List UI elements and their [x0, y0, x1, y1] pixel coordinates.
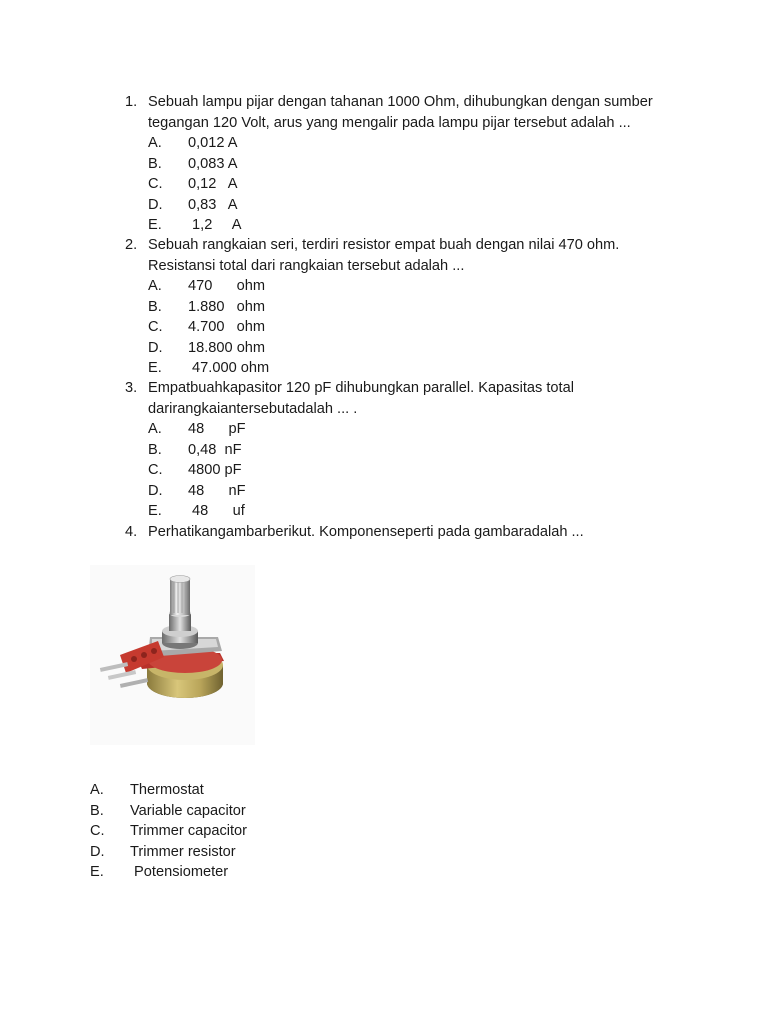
option-text: 470 ohm — [188, 278, 266, 294]
option-letter: A. — [148, 421, 162, 437]
question-4 — [125, 522, 685, 543]
option-d — [148, 481, 685, 502]
option-c — [148, 460, 685, 481]
option-letter: D. — [148, 482, 163, 499]
option-a — [90, 780, 247, 801]
option-a — [148, 276, 685, 297]
option-b — [90, 801, 247, 822]
question-text: Sebuah rangkaian seri, terdiri resistor empat buah dengan nilai 470 ohm. Resistansi total dari rangkaian tersebut adalah ... — [148, 237, 624, 274]
option-letter: D. — [90, 843, 105, 860]
option-text: Thermostat — [130, 782, 204, 798]
potentiometer-image — [90, 565, 255, 745]
option-letter: E. — [148, 503, 162, 519]
option-list — [148, 276, 685, 379]
option-text: 48 pF — [188, 421, 246, 437]
option-b — [148, 440, 685, 461]
option-text: 1.880 ohm — [188, 298, 266, 315]
option-c — [90, 821, 247, 842]
option-b — [148, 297, 685, 318]
option-text: Trimmer capacitor — [130, 823, 248, 839]
question-3 — [125, 378, 685, 522]
question-text: Sebuah lampu pijar dengan tahanan 1000 Ohm, dihubungkan dengan sumber tegangan 120 Volt, arus yang mengalir pada lampu pijar tersebut adalah ... — [148, 94, 657, 131]
question-1 — [125, 92, 685, 236]
option-letter: E. — [148, 217, 162, 233]
option-text: 0,12 A — [188, 176, 238, 192]
option-text: Potensiometer — [130, 864, 229, 880]
option-letter: E. — [148, 360, 162, 376]
option-d — [148, 195, 685, 216]
option-a — [148, 419, 685, 440]
option-c — [148, 174, 685, 195]
option-letter: C. — [148, 319, 163, 335]
option-e — [148, 358, 685, 379]
option-text: 0,083 A — [188, 155, 238, 172]
question-2 — [125, 235, 685, 379]
option-letter: D. — [148, 196, 163, 213]
option-c — [148, 317, 685, 338]
option-text: Variable capacitor — [130, 802, 246, 819]
option-letter: E. — [90, 864, 104, 880]
option-e — [148, 215, 685, 236]
question-number: 4. — [125, 524, 138, 540]
option-d — [148, 338, 685, 359]
question-4-option-list — [90, 780, 247, 883]
option-letter: A. — [90, 782, 104, 798]
option-text: 48 nF — [188, 482, 246, 499]
question-text: Perhatikangambarberikut. Komponenseperti pada gambaradalah ... — [148, 524, 584, 540]
option-letter: B. — [148, 298, 162, 315]
question-text: Empatbuahkapasitor 120 pF dihubungkan parallel. Kapasitas total darirangkaiantersebutadalah ... . — [148, 380, 578, 417]
option-letter: B. — [148, 155, 162, 172]
option-list — [148, 133, 685, 236]
option-e — [90, 862, 247, 883]
option-text: 0,012 A — [188, 135, 238, 151]
question-number: 2. — [125, 237, 138, 253]
option-d — [90, 842, 247, 863]
option-e — [148, 501, 685, 522]
option-list — [148, 419, 685, 522]
option-text: 47.000 ohm — [188, 360, 270, 376]
option-letter: B. — [90, 802, 104, 819]
option-text: 4800 pF — [188, 462, 242, 478]
option-letter: C. — [148, 176, 163, 192]
option-letter: D. — [148, 339, 163, 356]
option-letter: A. — [148, 135, 162, 151]
option-text: 0,48 nF — [188, 441, 242, 458]
option-letter: A. — [148, 278, 162, 294]
option-letter: C. — [148, 462, 163, 478]
option-text: Trimmer resistor — [130, 843, 236, 860]
option-letter: C. — [90, 823, 105, 839]
question-number: 1. — [125, 94, 138, 110]
option-text: 18.800 ohm — [188, 339, 266, 356]
option-letter: B. — [148, 441, 162, 458]
option-text: 4.700 ohm — [188, 319, 266, 335]
option-text: 48 uf — [188, 503, 245, 519]
option-a — [148, 133, 685, 154]
option-text: 0,83 A — [188, 196, 238, 213]
option-text: 1,2 A — [188, 217, 242, 233]
question-number: 3. — [125, 380, 138, 396]
option-b — [148, 154, 685, 175]
